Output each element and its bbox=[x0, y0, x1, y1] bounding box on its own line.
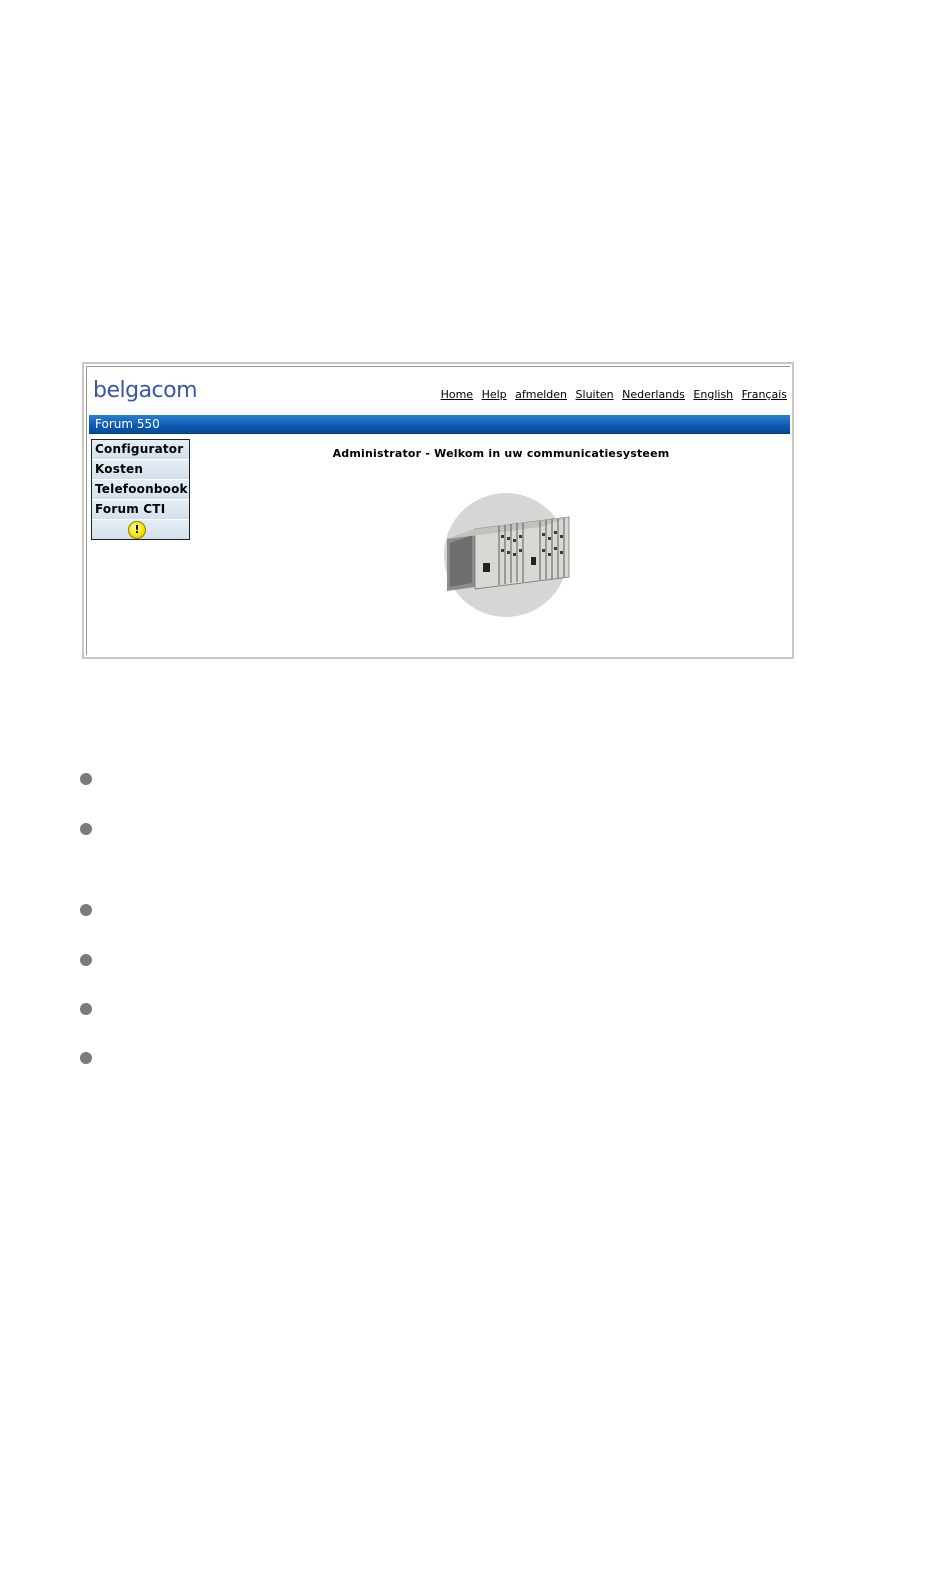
link-afmelden[interactable]: afmelden bbox=[515, 388, 568, 401]
list-bullet bbox=[80, 1003, 92, 1015]
link-help[interactable]: Help bbox=[481, 388, 507, 401]
warning-icon[interactable]: ! bbox=[128, 521, 146, 539]
list-bullet bbox=[80, 773, 92, 785]
menu-item-configurator[interactable]: Configurator bbox=[92, 440, 189, 460]
browser-screenshot bbox=[82, 362, 794, 659]
menu-warning-row bbox=[92, 520, 189, 539]
menu-item-telefoonbook[interactable]: Telefoonbook bbox=[92, 480, 189, 500]
link-francais[interactable]: Français bbox=[741, 388, 787, 401]
menu-item-forum-cti[interactable]: Forum CTI bbox=[92, 500, 189, 520]
title-bar bbox=[89, 415, 790, 434]
device-image bbox=[441, 491, 571, 621]
link-english[interactable]: English bbox=[693, 388, 734, 401]
list-bullet bbox=[80, 954, 92, 966]
menu-item-kosten[interactable]: Kosten bbox=[92, 460, 189, 480]
list-bullet bbox=[80, 1052, 92, 1064]
welcome-message: Administrator - Welkom in uw communicatiesysteem bbox=[332, 447, 670, 460]
link-sluiten[interactable]: Sluiten bbox=[575, 388, 614, 401]
list-bullet bbox=[80, 904, 92, 916]
system-title: Forum 550 bbox=[95, 417, 160, 431]
link-home[interactable]: Home bbox=[440, 388, 474, 401]
list-bullet bbox=[80, 823, 92, 835]
link-nederlands[interactable]: Nederlands bbox=[622, 388, 685, 401]
page-frame bbox=[86, 366, 790, 655]
belgacom-logo: belgacom bbox=[93, 378, 198, 403]
top-navigation bbox=[436, 388, 787, 401]
